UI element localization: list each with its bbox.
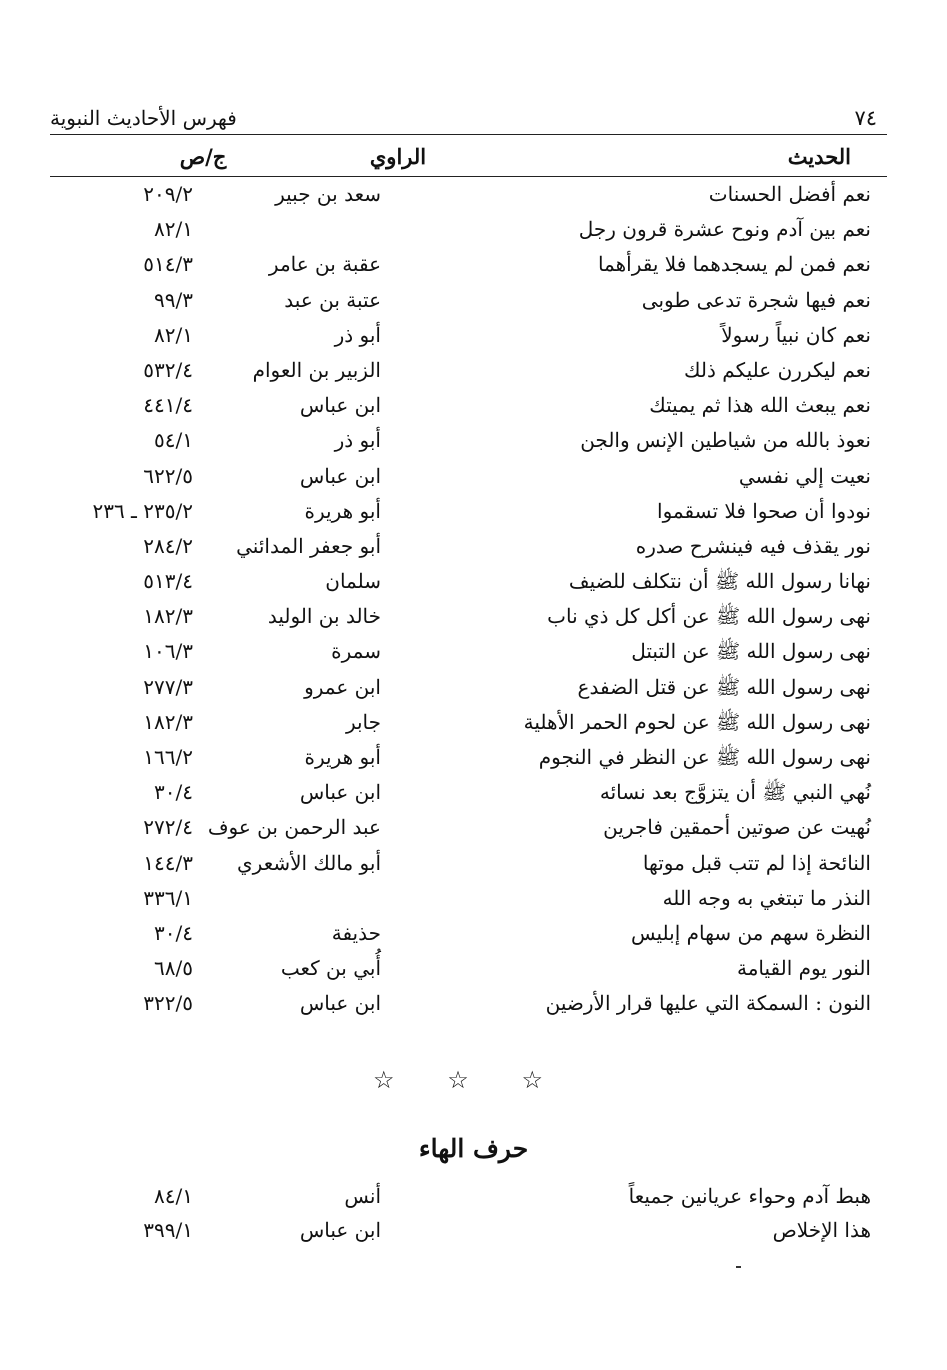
volume-page-ref: ٣٢٢/٥ bbox=[143, 991, 193, 1016]
column-headers bbox=[50, 140, 887, 177]
narrator: أبو هريرة bbox=[304, 498, 381, 523]
table-row bbox=[0, 565, 947, 600]
hadith-text: نعم فمن لم يسجدهما فلا يقرأهما bbox=[597, 252, 871, 277]
volume-page-ref: ٨٢/١ bbox=[154, 322, 193, 347]
running-header bbox=[50, 104, 887, 135]
hadith-text: نعم فيها شجرة تدعى طوبى bbox=[641, 287, 871, 312]
table-row bbox=[0, 319, 947, 354]
table-row bbox=[0, 354, 947, 389]
narrator: ابن عباس bbox=[299, 463, 381, 488]
hadith-text: نُهي النبي ﷺ أن يتزوَّج بعد نسائه bbox=[599, 780, 871, 805]
hadith-text: نعم أفضل الحسنات bbox=[708, 182, 871, 206]
star-icon: ☆ bbox=[447, 1066, 469, 1094]
narrator: أبو هريرة bbox=[304, 745, 381, 769]
table-row bbox=[0, 671, 947, 706]
narrator: الزبير بن العوام bbox=[252, 357, 381, 382]
volume-page-ref: ٨٤/١ bbox=[154, 1184, 193, 1208]
volume-page-ref: ٥١٣/٤ bbox=[143, 569, 193, 594]
hadith-text: نودوا أن صحوا فلا تسقموا bbox=[657, 498, 871, 523]
hadith-text: نعم ليكررن عليكم ذلك bbox=[684, 357, 871, 382]
table-row bbox=[0, 178, 947, 213]
narrator: جابر bbox=[345, 709, 381, 734]
section-separator bbox=[373, 1066, 543, 1096]
volume-page-ref: ١٨٢/٣ bbox=[143, 604, 193, 629]
hadith-text: نعم كان نبياً رسولاً bbox=[721, 322, 871, 347]
star-icon: ☆ bbox=[521, 1066, 543, 1094]
narrator: سلمان bbox=[325, 569, 381, 594]
volume-page-ref: ٢٣٥/٢ ـ ٢٣٦ bbox=[92, 498, 193, 523]
footer-mark bbox=[736, 1266, 741, 1268]
page-number: ٧٤ bbox=[854, 106, 877, 130]
narrator: عتبة بن عبد bbox=[284, 287, 381, 312]
narrator: سمرة bbox=[331, 639, 381, 664]
hadith-text: النذر ما تبتغي به وجه الله bbox=[662, 885, 871, 910]
volume-page-ref: ١٤٤/٣ bbox=[143, 850, 193, 875]
table-row bbox=[0, 635, 947, 670]
hadith-text: نعيت إلي نفسي bbox=[738, 463, 871, 488]
table-row bbox=[0, 776, 947, 811]
hadith-table-ha bbox=[0, 1180, 947, 1248]
volume-page-ref: ٢٠٩/٢ bbox=[143, 182, 193, 206]
hadith-text: نُهيت عن صوتين أحمقين فاجرين bbox=[603, 815, 871, 840]
hadith-text: نور يقذف فيه فينشرح صدره bbox=[635, 533, 871, 558]
volume-page-ref: ٢٧٧/٣ bbox=[143, 674, 193, 699]
volume-page-ref: ٢٧٢/٤ bbox=[143, 815, 193, 840]
hadith-text: نهى رسول الله ﷺ عن قتل الضفدع bbox=[577, 674, 871, 699]
narrator: ابن عباس bbox=[299, 780, 381, 805]
hadith-text: نهى رسول الله ﷺ عن لحوم الحمر الأهلية bbox=[523, 709, 871, 734]
narrator: أبو ذر bbox=[334, 428, 381, 453]
hadith-text: نهى رسول الله ﷺ عن أكل كل ذي ناب bbox=[547, 604, 871, 629]
volume-page-ref: ٤٤١/٤ bbox=[143, 393, 193, 418]
narrator: سعد بن جبير bbox=[275, 182, 381, 206]
volume-page-ref: ١٦٦/٢ bbox=[143, 745, 193, 769]
table-row bbox=[0, 987, 947, 1022]
narrator: عبد الرحمن بن عوف bbox=[207, 815, 381, 840]
hadith-text: نعم يبعث الله هذا ثم يميتك bbox=[649, 393, 871, 418]
volume-page-ref: ٥٣٢/٤ bbox=[143, 357, 193, 382]
hadith-text: النائحة إذا لم تتب قبل موتها bbox=[642, 850, 871, 875]
hadith-text: نهى رسول الله ﷺ عن التبتل bbox=[631, 639, 871, 664]
hadith-text: النون : السمكة التي عليها قرار الأرضين bbox=[545, 991, 871, 1016]
book-title: فهرس الأحاديث النبوية bbox=[50, 106, 237, 130]
table-row bbox=[0, 741, 947, 776]
narrator: خالد بن الوليد bbox=[267, 604, 381, 629]
narrator: أُبي بن كعب bbox=[280, 956, 381, 981]
volume-page-ref: ٣٠/٤ bbox=[154, 920, 193, 945]
volume-page-ref: ١٨٢/٣ bbox=[143, 709, 193, 734]
volume-page-ref: ٣٣٦/١ bbox=[143, 885, 193, 910]
hadith-table bbox=[0, 178, 947, 1023]
hadith-text: نهى رسول الله ﷺ عن النظر في النجوم bbox=[538, 745, 871, 769]
volume-page-ref: ٣٠/٤ bbox=[154, 780, 193, 805]
narrator: ابن عباس bbox=[299, 1218, 381, 1242]
volume-page-ref: ٨٢/١ bbox=[154, 217, 193, 242]
narrator: ابن عباس bbox=[299, 393, 381, 418]
volume-page-ref: ٣٩٩/١ bbox=[143, 1218, 193, 1242]
table-row bbox=[0, 1214, 947, 1248]
table-row bbox=[0, 248, 947, 283]
hadith-text: النظرة سهم من سهام إبليس bbox=[631, 920, 871, 945]
volume-page-ref: ٦٨/٥ bbox=[154, 956, 193, 981]
section-title: حرف الهاء bbox=[418, 1134, 529, 1163]
column-header-hadith: الحديث bbox=[787, 144, 851, 169]
table-row bbox=[0, 460, 947, 495]
narrator: أبو جعفر المدائني bbox=[236, 533, 381, 558]
table-row bbox=[0, 213, 947, 248]
narrator: ابن عمرو bbox=[304, 674, 381, 699]
table-row bbox=[0, 284, 947, 319]
volume-page-ref: ١٠٦/٣ bbox=[143, 639, 193, 664]
table-row bbox=[0, 424, 947, 459]
volume-page-ref: ٩٩/٣ bbox=[154, 287, 193, 312]
narrator: أنس bbox=[344, 1184, 381, 1208]
hadith-text: نهانا رسول الله ﷺ أن نتكلف للضيف bbox=[568, 569, 871, 594]
table-row bbox=[0, 811, 947, 846]
column-header-rawi: الراوي bbox=[369, 144, 427, 169]
table-row bbox=[0, 530, 947, 565]
table-row bbox=[0, 917, 947, 952]
table-row bbox=[0, 706, 947, 741]
volume-page-ref: ٦٢٢/٥ bbox=[143, 463, 193, 488]
hadith-text: نعوذ بالله من شياطين الإنس والجن bbox=[580, 428, 871, 453]
hadith-text: هبط آدم وحواء عريانين جميعاً bbox=[628, 1184, 871, 1208]
table-row bbox=[0, 600, 947, 635]
hadith-text: نعم بين آدم ونوح عشرة قرون رجل bbox=[578, 217, 871, 242]
table-row bbox=[0, 389, 947, 424]
hadith-text: النور يوم القيامة bbox=[736, 956, 871, 981]
narrator: ابن عباس bbox=[299, 991, 381, 1016]
star-icon: ☆ bbox=[373, 1066, 395, 1094]
volume-page-ref: ٥٤/١ bbox=[154, 428, 193, 453]
volume-page-ref: ٢٨٤/٢ bbox=[143, 533, 193, 558]
table-row bbox=[0, 882, 947, 917]
table-row bbox=[0, 952, 947, 987]
narrator: أبو مالك الأشعري bbox=[237, 850, 381, 875]
column-header-ref: ج/ص bbox=[179, 144, 227, 169]
table-row bbox=[0, 847, 947, 882]
narrator: أبو ذر bbox=[334, 322, 381, 347]
volume-page-ref: ٥١٤/٣ bbox=[143, 252, 193, 277]
table-row bbox=[0, 1180, 947, 1214]
narrator: عقبة بن عامر bbox=[268, 252, 381, 277]
table-row bbox=[0, 495, 947, 530]
hadith-text: هذا الإخلاص bbox=[772, 1218, 871, 1242]
narrator: حذيفة bbox=[331, 920, 381, 945]
